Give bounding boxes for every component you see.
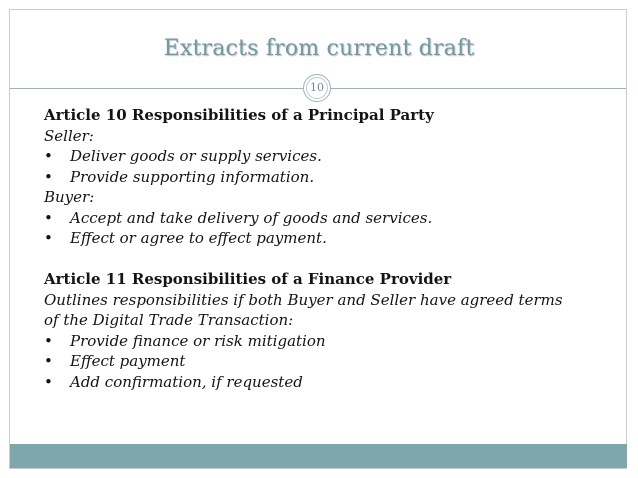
list-item: [44, 167, 604, 188]
list-item: [44, 331, 604, 352]
footer-band: [10, 444, 627, 468]
list-item-text: Provide finance or risk mitigation: [70, 331, 326, 350]
article-10-heading: Article 10 Responsibilities of a Principal Party: [44, 106, 434, 124]
bullet-icon: •: [44, 229, 53, 247]
slide-title: Extracts from current draft: [163, 36, 475, 61]
bullet-icon: •: [44, 147, 53, 165]
spacer: [44, 249, 604, 270]
article-11-intro-line-1: Outlines responsibilities if both Buyer and Seller have agreed terms: [44, 290, 563, 309]
slide-body: [44, 105, 604, 392]
bullet-icon: •: [44, 208, 53, 227]
list-item: [44, 146, 604, 167]
article-11-intro-line-2: of the Digital Trade Transaction:: [44, 311, 294, 329]
slide-number: 10: [310, 81, 324, 94]
list-item-text: Add confirmation, if requested: [70, 372, 303, 391]
buyer-label: Buyer:: [44, 188, 95, 206]
list-item: [44, 228, 604, 249]
bullet-icon: •: [44, 167, 53, 186]
bullet-icon: •: [44, 352, 53, 370]
seller-label: Seller:: [44, 126, 94, 145]
list-item: [44, 372, 604, 393]
list-item-text: Deliver goods or supply services.: [70, 147, 322, 165]
slide-number-badge: [303, 74, 331, 102]
bullet-icon: •: [44, 372, 53, 391]
list-item: [44, 351, 604, 372]
list-item-text: Provide supporting information.: [70, 167, 315, 186]
list-item-text: Accept and take delivery of goods and services.: [70, 208, 433, 227]
article-11-heading: Article 11 Responsibilities of a Finance Provider: [44, 270, 452, 288]
list-item: [44, 208, 604, 229]
bullet-icon: •: [44, 331, 53, 350]
list-item-text: Effect or agree to effect payment.: [70, 229, 327, 247]
list-item-text: Effect payment: [70, 352, 186, 370]
